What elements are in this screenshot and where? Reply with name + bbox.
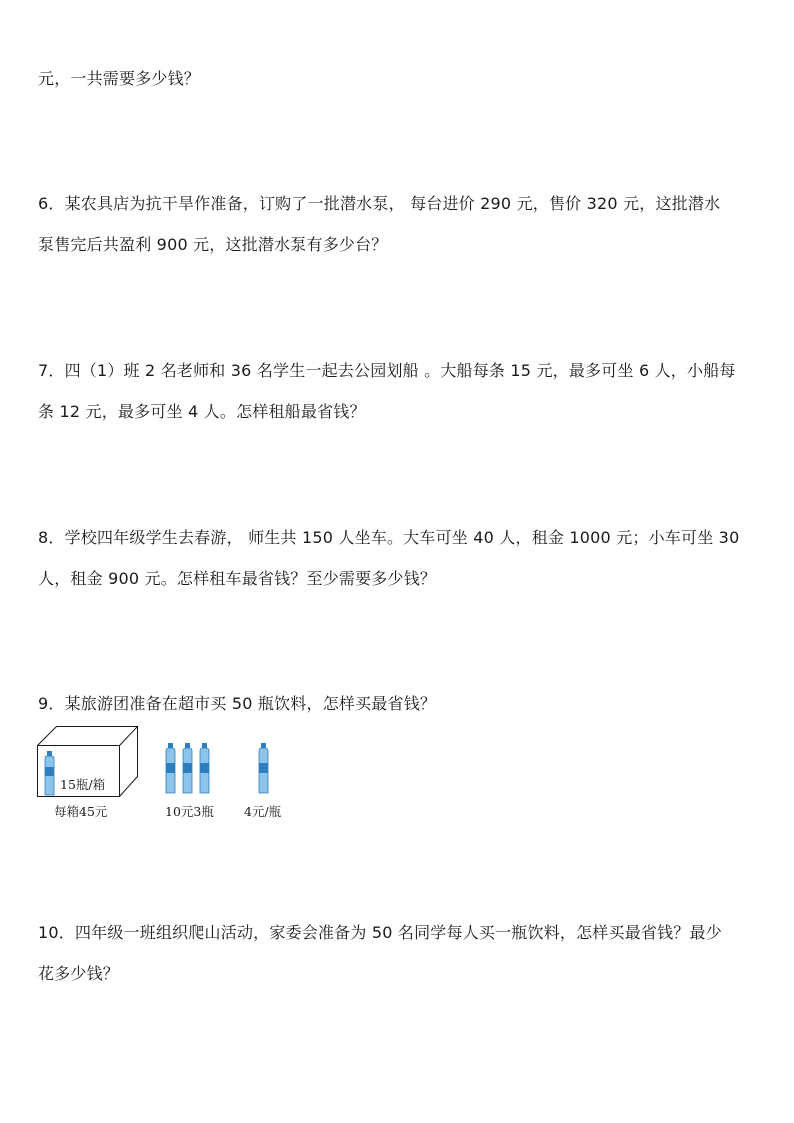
q10-line2: 花多少钱？ — [38, 964, 120, 983]
single-bottle-caption: 4元/瓶 — [244, 804, 282, 819]
single-bottle-illustration — [255, 743, 273, 795]
bottle-icon — [183, 743, 192, 793]
q10-line1: 10．四年级一班组织爬山活动，家委会准备为 50 名同学每人买一瓶饮料，怎样买最省钱？最少 — [38, 923, 722, 942]
q7-line2: 条 12 元，最多可坐 4 人。怎样租船最省钱？ — [38, 402, 366, 421]
q7-line1: 7．四（1）班 2 名老师和 36 名学生一起去公园划船 。大船每条 15 元，最多可坐 6 人，小船每 — [38, 361, 736, 380]
q5-line2: 元，一共需要多少钱？ — [38, 69, 201, 88]
three-bottles-caption: 10元3瓶 — [165, 804, 214, 819]
box-label: 15瓶/箱 — [60, 777, 106, 792]
box-price-caption: 每箱45元 — [54, 804, 108, 819]
bottle-icon — [166, 743, 175, 793]
box-bottle-icon — [45, 751, 54, 795]
three-bottles-illustration — [163, 743, 215, 795]
q8-line1: 8．学校四年级学生去春游， 师生共 150 人坐车。大车可坐 40 人，租金 1000 元；小车可坐 30 — [38, 528, 740, 547]
q9-line1: 9．某旅游团准备在超市买 50 瓶饮料，怎样买最省钱？ — [38, 694, 437, 713]
q8-line2: 人，租金 900 元。怎样租车最省钱？至少需要多少钱？ — [38, 569, 437, 588]
bottle-icon — [200, 743, 209, 793]
bottle-icon — [259, 743, 268, 793]
q6-line1: 6．某农具店为抗干旱作准备，订购了一批潜水泵， 每台进价 290 元，售价 320 元，这批潜水 — [38, 194, 721, 213]
q6-line2: 泵售完后共盈利 900 元，这批潜水泵有多少台？ — [38, 235, 388, 254]
